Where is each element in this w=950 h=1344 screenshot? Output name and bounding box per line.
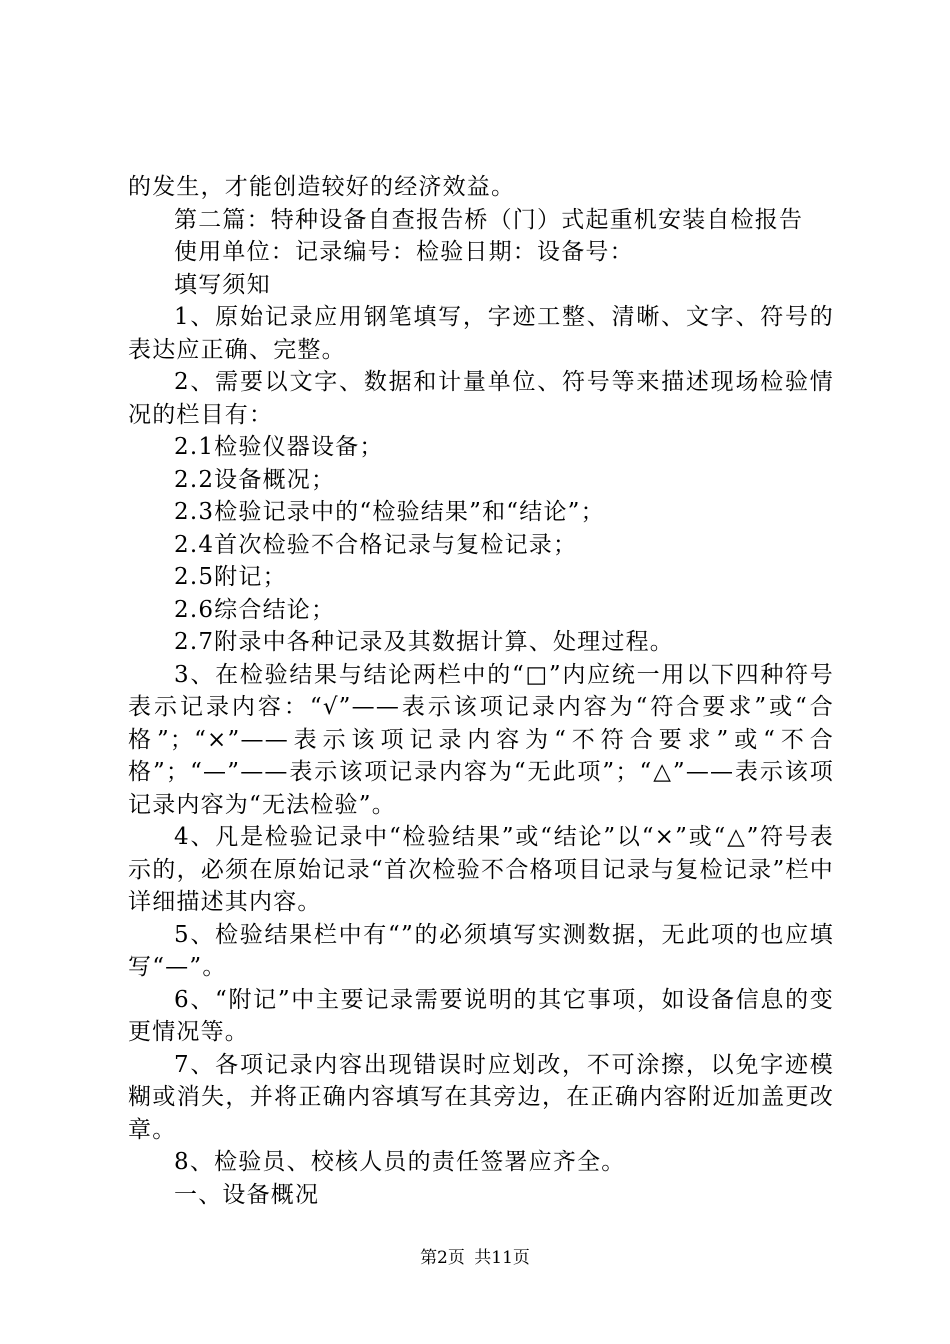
list-item: 3、在检验结果与结论两栏中的“□”内应统一用以下四种符号表示记录内容：“√”——表示该项记录内容为“符合要求”或“合格”；“×”——表示该项记录内容为“不符合要求”或“不合格”；“—”——表示该项记录内容为“无此项”；“△”——表示该项记录内容为“无法检验”。 [128, 661, 834, 818]
page-number: 第2页 [420, 1248, 465, 1268]
section-title: 第二篇：特种设备自查报告桥（门）式起重机安装自检报告 [174, 206, 804, 233]
list-item: 6、“附记”中主要记录需要说明的其它事项，如设备信息的变更情况等。 [128, 986, 834, 1045]
list-item: 2.3检验记录中的“检验结果”和“结论”； [174, 499, 605, 525]
list-item: 2.5附记； [174, 564, 287, 590]
list-item: 2.1检验仪器设备； [174, 434, 384, 460]
list-item: 5、检验结果栏中有“”的必须填写实测数据，无此项的也应填写“—”。 [128, 921, 834, 980]
list-item: 2.4首次检验不合格记录与复检记录； [174, 531, 578, 558]
paragraph: 的发生，才能创造较好的经济效益。 [128, 174, 516, 200]
list-item: 2.7附录中各种记录及其数据计算、处理过程。 [174, 629, 674, 655]
list-item: 2.2设备概况； [174, 466, 336, 493]
subheading: 一、设备概况 [174, 1181, 320, 1208]
list-item: 2.6综合结论； [174, 596, 336, 623]
list-item: 1、原始记录应用钢笔填写，字迹工整、清晰、文字、符号的表达应正确、完整。 [128, 304, 834, 363]
document-body [128, 171, 834, 1211]
page-total: 共11页 [474, 1248, 530, 1268]
page-footer [0, 1243, 950, 1268]
paragraph: 使用单位：记录编号：检验日期：设备号： [174, 239, 634, 265]
list-item: 2、需要以文字、数据和计量单位、符号等来描述现场检验情况的栏目有： [128, 369, 834, 428]
list-item: 8、检验员、校核人员的责任签署应齐全。 [174, 1149, 626, 1175]
subheading: 填写须知 [174, 271, 271, 298]
list-item: 7、各项记录内容出现错误时应划改，不可涂擦，以免字迹模糊或消失，并将正确内容填写在其旁边，在正确内容附近加盖更改章。 [128, 1051, 834, 1143]
list-item: 4、凡是检验记录中“检验结果”或“结论”以“×”或“△”符号表示的，必须在原始记录“首次检验不合格项目记录与复检记录”栏中详细描述其内容。 [128, 824, 834, 915]
